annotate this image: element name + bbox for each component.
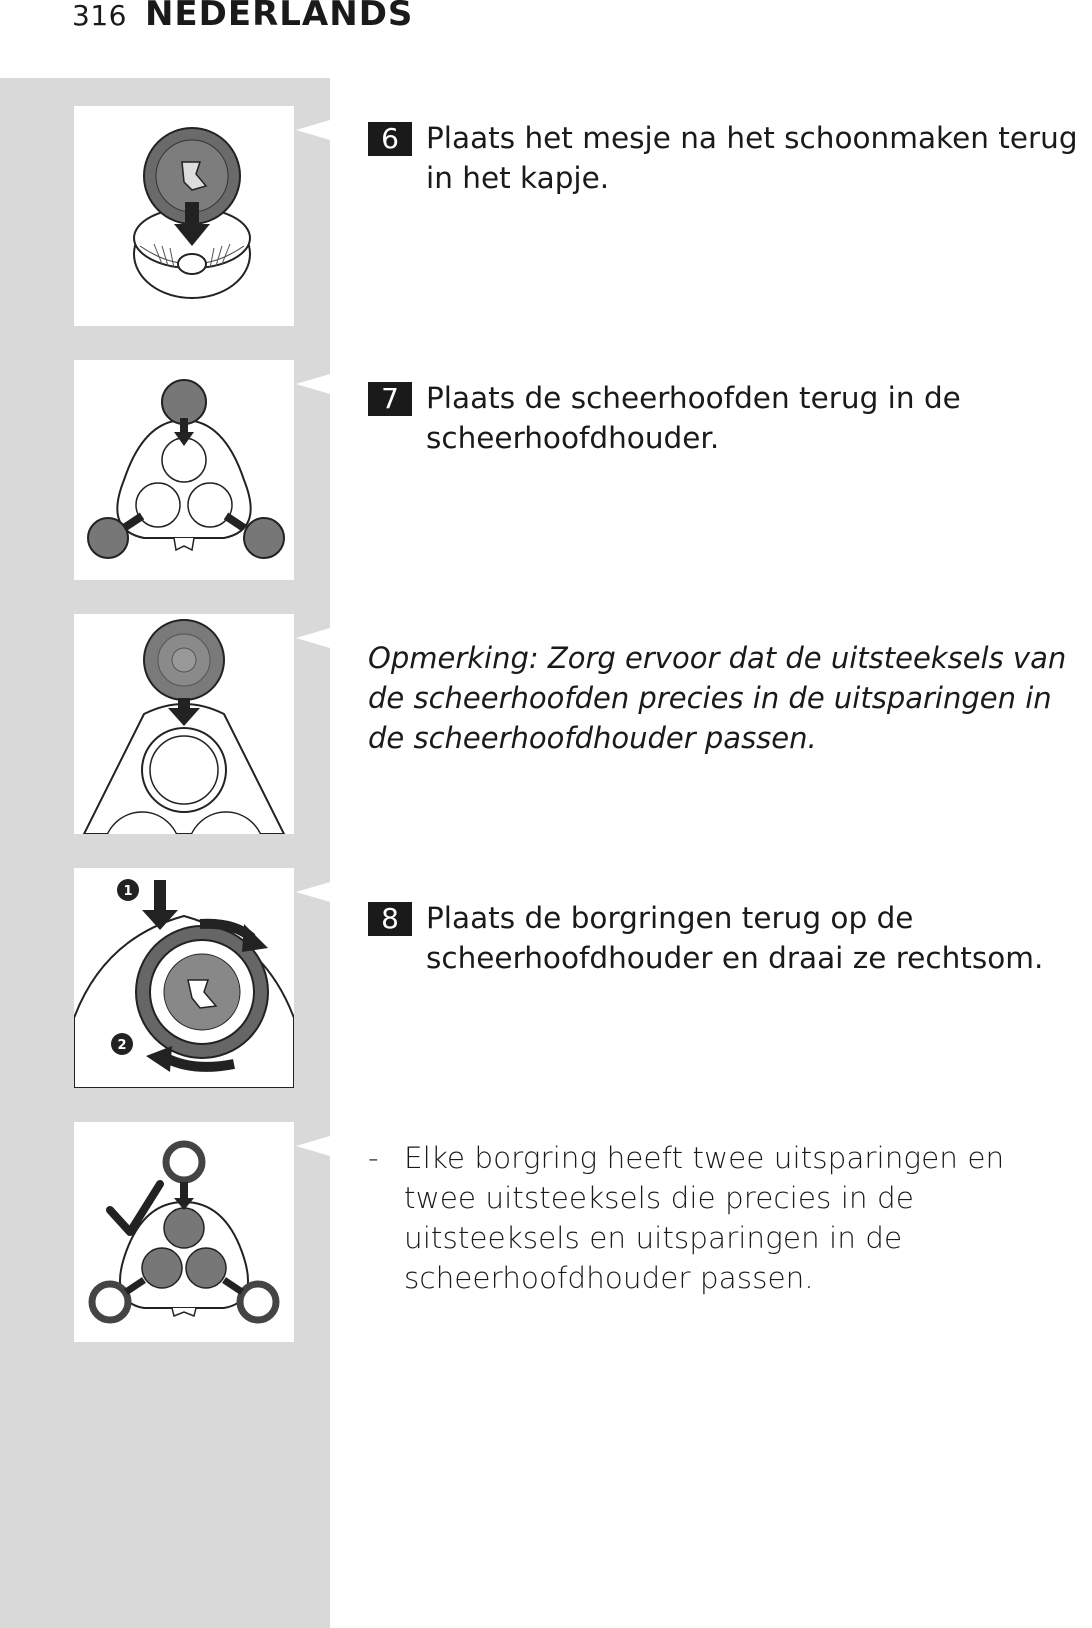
step-number-badge: 8 xyxy=(368,902,412,936)
step-number-badge: 7 xyxy=(368,382,412,416)
figure-pointer xyxy=(296,628,330,648)
shaving-heads-into-holder-illustration xyxy=(74,360,294,580)
step-marker-1: 1 xyxy=(123,884,133,899)
section-title: NEDERLANDS xyxy=(144,0,414,34)
step-text: Plaats de borgringen terug op de scheerhoofdhouder en draai ze rechtsom. xyxy=(426,901,1044,975)
note-text: Opmerking: Zorg ervoor dat de uitsteeksels van de scheerhoofden precies in de uitsparingen in de scheerhoofdhouder passen. xyxy=(368,641,1067,755)
shaving-head-alignment-illustration xyxy=(74,614,294,834)
figure-pointer xyxy=(296,882,330,902)
page-number: 316 xyxy=(72,0,127,32)
retaining-rings-correct-illustration xyxy=(74,1122,294,1342)
figure-pointer xyxy=(296,120,330,140)
step-text: Plaats de scheerhoofden terug in de scheerhoofdhouder. xyxy=(426,381,961,455)
bullet-item xyxy=(368,1138,1068,1298)
bullet-text: Elke borgring heeft twee uitsparingen en twee uitsteeksels die precies in de uitsteeksels en uitsparingen in de scheerhoofdhouder passen. xyxy=(404,1141,1005,1295)
step-8 xyxy=(368,898,1088,978)
step-7 xyxy=(368,378,1088,458)
bullet-marker: - xyxy=(368,1141,379,1175)
cutter-into-guard-illustration xyxy=(74,106,294,326)
page-header xyxy=(72,0,413,38)
step-number-badge: 6 xyxy=(368,122,412,156)
figure-pointer xyxy=(296,1136,330,1156)
step-6 xyxy=(368,118,1088,198)
retaining-ring-rotate-illustration xyxy=(74,868,294,1088)
step-text: Plaats het mesje na het schoonmaken terug in het kapje. xyxy=(426,121,1078,195)
step-marker-2: 2 xyxy=(117,1038,127,1053)
figure-pointer xyxy=(296,374,330,394)
